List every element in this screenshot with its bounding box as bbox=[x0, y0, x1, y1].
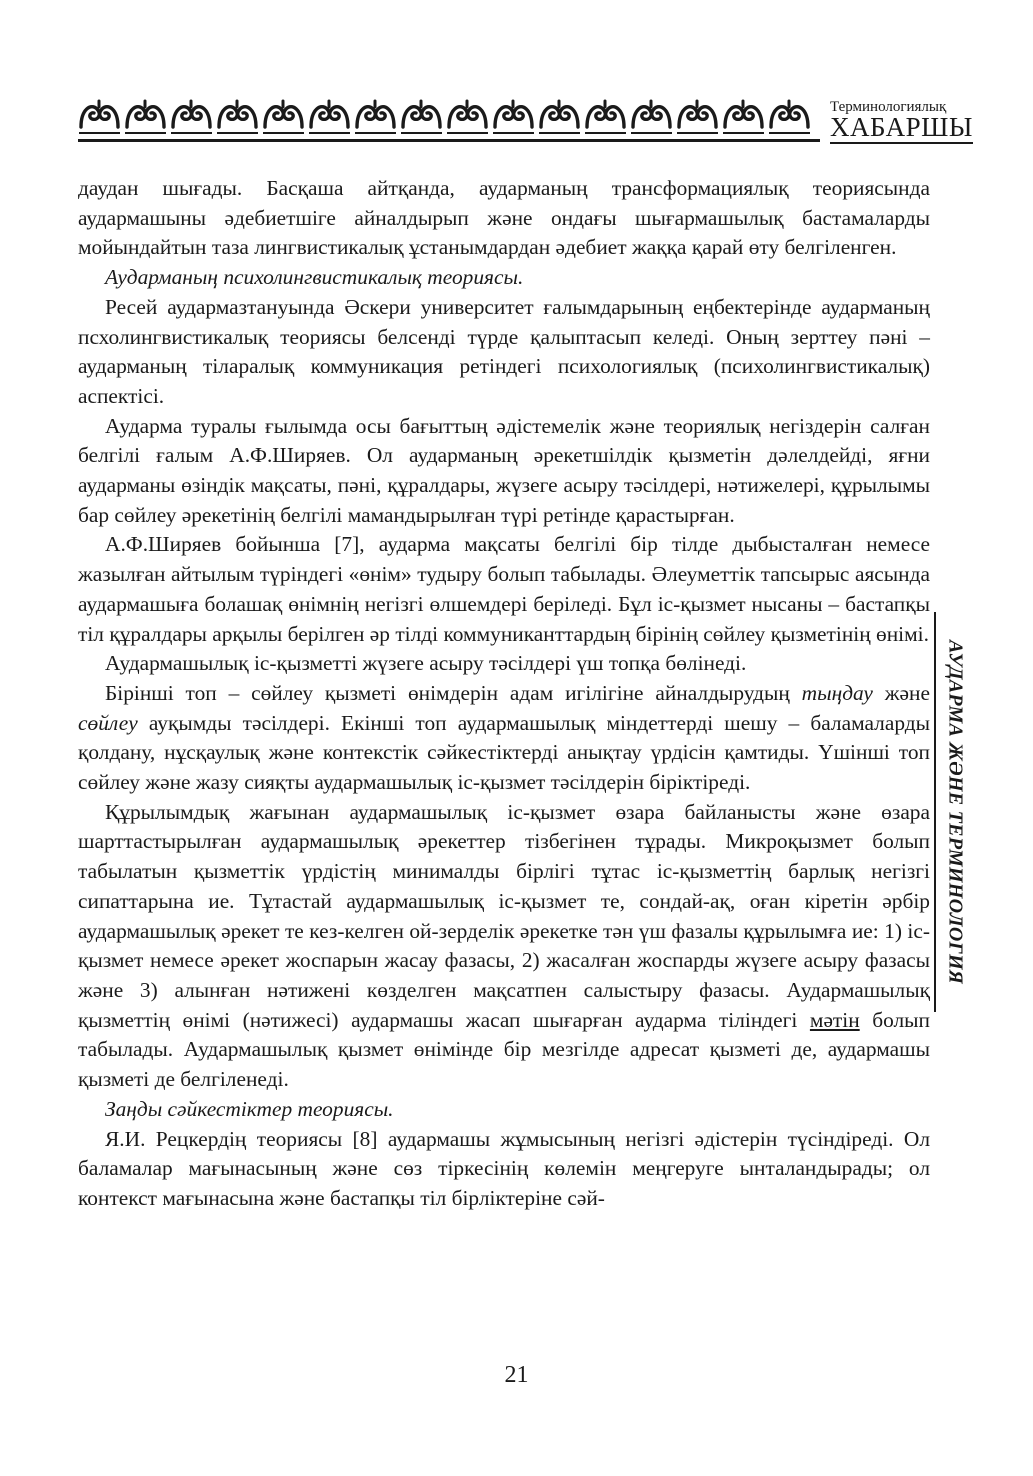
journal-name-line2: ХАБАРШЫ bbox=[830, 112, 973, 142]
paragraph-7-text-a: Құрылымдық жағынан аудармашылық іс-қызмет өзара байланысты және өзара шарттастырылған аудармашылық әрекеттер тізбегінен тұрады. Микроқызмет болып табылатын қызметтік үрдістің минималды бірлігі тұтас іс-қызметтің барлық негізгі сипаттарына ие. Тұтастай аудармашылық іс-қызмет те, сондай-ақ, оған кіретін әрбір аудармашылық әрекет те кез-келген ой-зерделік әрекетке тән үш фазалы құрылымға ие: 1) іс-қызмет немесе әрекет жоспарын жасау фазасы, 2) жасалған жоспарды жүзеге асыру фазасы және 3) алынған нәтижені көзделген мақсатпен салыстыру фазасы. Аудармашылық қызметтің өнімі (нәтижесі) аудармашы жасап шығарған аударма тіліндегі bbox=[78, 799, 930, 1032]
paragraph-3: Аударма туралы ғылымда осы бағыттың әдістемелік және теориялық негіздерін салған белгілі ғалым А.Ф.Ширяев. Ол аударманың әрекетшілдік қызметін дәлелдейді, яғни аударманы өзіндік мақсаты, пәні, құралдары, жүзеге асыру тәсілдері, нәтижелері, құрылымы бар сөйлеу әрекетінің белгілі мамандырылған түрі ретінде қарастырған. bbox=[78, 413, 930, 527]
journal-name-line1: Терминологиялық bbox=[830, 99, 947, 115]
paragraph-6-text-c: ауқымды тәсілдері. Екінші топ аудармашылық міндеттерді шешу – баламаларды қолдану, нұсқаулық және контекстік сәйкестіктерді анықтау үрдісін қамтиды. Үшінші топ сөйлеу және жазу сияқты аудармашылық іс-қызмет тәсілдерін біріктіреді. bbox=[78, 710, 930, 795]
paragraph-2: Ресей аудармазтануында Әскери университет ғалымдарының еңбектерінде аударманың псхолингвистикалық теориясы белсенді түрде қалыптасып келеді. Оның зерттеу пәні – аударманың тіларалық коммуникация ретіндегі психологиялық (психолингвистикалық) аспектісі. bbox=[78, 294, 930, 408]
section-side-label: АУДАРМА ЖӘНЕ ТЕРМИНОЛОГИЯ bbox=[944, 640, 967, 984]
paragraph-6 bbox=[78, 679, 930, 798]
ornament-band bbox=[78, 95, 820, 142]
paragraph-5: Аудармашылық іс-қызметті жүзеге асыру тәсілдері үш топқа бөлінеді. bbox=[105, 651, 747, 676]
section-heading-regular-correspondences: Заңды сәйкестіктер теориясы. bbox=[105, 1096, 394, 1121]
paragraph-6-italic-speaking: сөйлеу bbox=[78, 710, 138, 735]
paragraph-7 bbox=[78, 798, 930, 1095]
section-heading-psycholinguistic: Аударманың психолингвистикалық теориясы. bbox=[105, 265, 524, 290]
paragraph-6-text-a: Бірінші топ – сөйлеу қызметі өнімдерін адам игілігіне айналдырудың bbox=[105, 680, 790, 705]
paragraph-7-text-b: болып табылады. Аудармашылық қызмет өнімінде бір мезгілде адресат қызметі де, аудармашы қызметі де белгіленеді. bbox=[78, 1007, 930, 1092]
article-body bbox=[78, 174, 930, 1214]
paragraph-7-underlined-text: мәтін bbox=[809, 1007, 860, 1032]
paragraph-4: А.Ф.Ширяев бойынша [7], аударма мақсаты белгілі бір тілде дыбысталған немесе жазылған айтылым түріндегі «өнім» тудыру болып табылады. Әлеуметтік тапсырыс аясында аудармашыға болашақ өнімнің негізгі өлшемдері беріледі. Бұл іс-қызмет нысаны – бастапқы тіл құралдары арқылы берілген әр тілді коммуниканттардың бірінің сөйлеу қызметінің өнімі. bbox=[78, 532, 930, 646]
paragraph-6-italic-listening: тыңдау bbox=[801, 680, 873, 705]
ornament-pattern-icon bbox=[78, 95, 820, 139]
paragraph-6-text-b: және bbox=[884, 680, 930, 705]
page-header bbox=[78, 95, 973, 145]
paragraph-8: Я.И. Рецкердің теориясы [8] аудармашы жұмысының негізгі әдістерін түсіндіреді. Ол баламалар мағынасының және сөз тіркесінің көлемін меңгеруге ынталандырады; ол контекст мағынасына және бастапқы тіл бірліктеріне сәй- bbox=[78, 1126, 930, 1210]
paragraph-1: даудан шығады. Басқаша айтқанда, аударманың трансформациялық теориясында аудармашыны әдебиетшіге айналдырып және ондағы шығармашылық бастамаларды мойындайтын таза лингвистикалық ұстанымдардан әдебиет жаққа қарай өту белгіленген. bbox=[78, 176, 930, 260]
page-number: 21 bbox=[504, 1362, 529, 1388]
